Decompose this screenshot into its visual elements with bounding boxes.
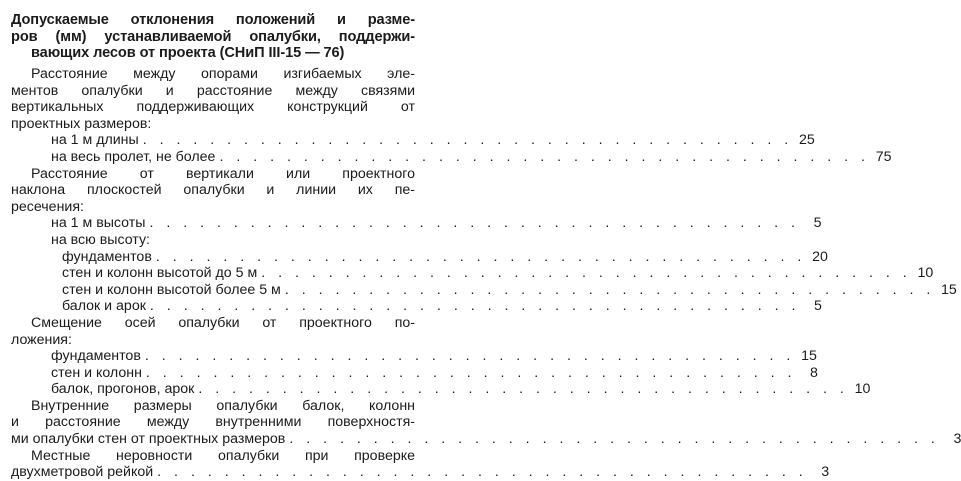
section-text: Внутренние размеры опалубки балок, колонн [31,397,415,414]
title-line: Допускаемые отклонения положений и разме- [11,12,415,28]
row-label: на 1 м высоты [51,215,146,232]
row-value: 15 [801,348,817,365]
tolerance-row [11,348,817,365]
tolerance-row [11,298,822,315]
row-value: 10 [917,265,934,282]
title-line: вающих лесов от проекта (СНиП III-15 — 76) [31,45,345,62]
dot-leader: . . . . . . . . . . . . . . . . . . . . . . . . . . . . . . . . . . . . . . . [144,348,795,365]
section-text: Расстояние между опорами изгибаемых эле- [31,66,415,82]
tolerance-row [11,132,815,149]
section-text: и расстояние между внутренними поверхностя- [11,414,415,431]
dot-leader: . . . . . . . . . . . . . . . . . . . . . . . . . . . . . . . . . . . . . . . [149,215,800,232]
row-label: фундаментов [51,348,141,365]
row-label: балок, прогонов, арок [51,381,195,398]
tolerance-list [11,66,961,481]
tolerance-row [11,265,934,282]
section-text: Местные неровности опалубки при проверке [31,447,415,464]
subheader: на всю высоту: [51,231,150,248]
row-value: 8 [810,364,818,381]
dot-leader: . . . . . . . . . . . . . . . . . . . . . . . . . . . . . . . . . . . . . . . [145,364,796,381]
section-text: Смещение осей опалубки от проектного по- [31,314,415,331]
section-text: ментов опалубки и расстояние между связями [11,82,415,99]
row-label: на весь пролет, не более [51,148,216,165]
section-text: Расстояние от вертикали или проектного [31,165,415,182]
dot-leader: . . . . . . . . . . . . . . . . . . . . . . . . . . . . . . . . . . . . . . . [284,281,935,298]
section-text: проектных размеров: [11,115,152,132]
tolerance-row [11,281,957,299]
dot-leader: . . . . . . . . . . . . . . . . . . . . . . . . . . . . . . . . . . . . . . . [219,148,870,165]
tolerance-row [11,381,871,398]
row-value: 5 [813,215,822,232]
section-text: ресечения: [11,198,84,215]
row-label: стен и колонн [51,364,142,381]
tolerance-row [11,248,828,266]
dot-leader: . . . . . . . . . . . . . . . . . . . . . . . . . . . . . . . . . . . . . . . [149,298,800,315]
table-title [11,12,415,62]
tolerance-row [11,148,892,166]
dot-leader: . . . . . . . . . . . . . . . . . . . . . . . . . . . . . . . . . . . . . . . [289,431,940,448]
row-label: двухметровой рейкой [11,464,154,481]
row-label: стен и колонн высотой до 5 м [62,265,258,282]
dot-leader: . . . . . . . . . . . . . . . . . . . . . . . . . . . . . . . . . . . . . . . [261,265,912,282]
row-value: 75 [875,148,892,165]
row-value: 25 [798,132,815,149]
row-value: 3 [821,464,830,481]
row-label: балок и арок [62,298,146,315]
section-text: наклона плоскостей опалубки и линии их пе- [11,182,415,199]
row-value: 20 [812,248,828,265]
dot-leader: . . . . . . . . . . . . . . . . . . . . . . . . . . . . . . . . . . . . . . . [157,464,808,481]
tolerance-row [11,464,830,481]
section-text: ложения: [11,331,72,348]
tolerance-row [11,431,961,448]
dot-leader: . . . . . . . . . . . . . . . . . . . . . . . . . . . . . . . . . . . . . . . [142,132,793,149]
row-label: фундаментов [62,248,152,265]
tolerance-row [11,364,818,382]
row-label: на 1 м длины [51,132,139,149]
section-text: вертикальных поддерживающих конструкций от [11,99,415,116]
dot-leader: . . . . . . . . . . . . . . . . . . . . . . . . . . . . . . . . . . . . . . . [155,248,806,265]
row-value: 15 [941,281,957,298]
tolerance-row [11,215,822,232]
row-value: 5 [814,298,822,315]
title-line: ров (мм) устанавливаемой опалубки, поддержи- [11,28,415,45]
row-value: 3 [953,431,961,448]
row-value: 10 [854,381,871,398]
dot-leader: . . . . . . . . . . . . . . . . . . . . . . . . . . . . . . . . . . . . . . . [198,381,849,398]
row-label: стен и колонн высотой более 5 м [62,281,281,298]
row-label: ми опалубки стен от проектных размеров [11,431,286,448]
